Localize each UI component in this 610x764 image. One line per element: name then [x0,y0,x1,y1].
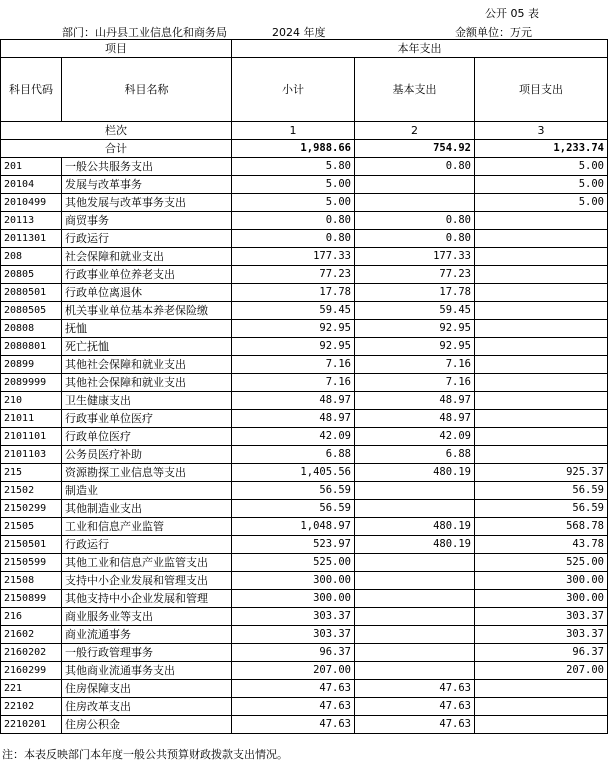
row-subtotal: 77.23 [232,266,355,284]
row-basic: 480.19 [355,464,475,482]
header-name: 科目名称 [62,58,232,122]
row-project: 303.37 [475,626,608,644]
row-subtotal: 56.59 [232,482,355,500]
row-code: 20808 [1,320,62,338]
row-basic: 77.23 [355,266,475,284]
table-row [1,356,608,374]
header-row-1 [1,40,608,58]
row-subtotal: 7.16 [232,356,355,374]
row-subtotal: 177.33 [232,248,355,266]
row-project [475,230,608,248]
row-code: 21505 [1,518,62,536]
row-project [475,212,608,230]
column-index-1: 1 [232,122,355,140]
row-basic [355,626,475,644]
row-code: 2150899 [1,590,62,608]
total-row [1,140,608,158]
row-project [475,392,608,410]
total-project: 1,233.74 [475,140,608,158]
header-basic: 基本支出 [355,58,475,122]
table-row [1,446,608,464]
table-row [1,518,608,536]
row-basic: 480.19 [355,518,475,536]
row-basic: 48.97 [355,392,475,410]
row-subtotal: 56.59 [232,500,355,518]
table-row [1,230,608,248]
table-row [1,428,608,446]
row-name: 发展与改革事务 [62,176,232,194]
row-basic: 7.16 [355,356,475,374]
row-code: 2080505 [1,302,62,320]
row-basic: 480.19 [355,536,475,554]
row-name: 机关事业单位基本养老保险缴 [62,302,232,320]
table-row [1,176,608,194]
row-subtotal: 42.09 [232,428,355,446]
row-name: 住房改革支出 [62,698,232,716]
table-row [1,158,608,176]
row-project: 96.37 [475,644,608,662]
form-number: 公开 05 表 [485,7,539,20]
row-code: 2150501 [1,536,62,554]
row-basic: 42.09 [355,428,475,446]
row-name: 商贸事务 [62,212,232,230]
row-subtotal: 92.95 [232,338,355,356]
row-project: 5.00 [475,194,608,212]
row-name: 行政事业单位养老支出 [62,266,232,284]
row-project: 207.00 [475,662,608,680]
row-subtotal: 47.63 [232,680,355,698]
row-name: 行政事业单位医疗 [62,410,232,428]
row-name: 住房公积金 [62,716,232,734]
row-subtotal: 525.00 [232,554,355,572]
row-subtotal: 1,405.56 [232,464,355,482]
row-subtotal: 303.37 [232,626,355,644]
row-project [475,320,608,338]
row-code: 2210201 [1,716,62,734]
row-basic [355,662,475,680]
total-label: 合计 [1,140,232,158]
row-name: 其他发展与改革事务支出 [62,194,232,212]
row-name: 支持中小企业发展和管理支出 [62,572,232,590]
row-name: 商业流通事务 [62,626,232,644]
column-index-row [1,122,608,140]
row-project [475,698,608,716]
row-code: 2150599 [1,554,62,572]
row-code: 20113 [1,212,62,230]
table-row [1,266,608,284]
row-subtotal: 59.45 [232,302,355,320]
row-subtotal: 0.80 [232,230,355,248]
row-basic [355,500,475,518]
row-code: 208 [1,248,62,266]
row-subtotal: 96.37 [232,644,355,662]
row-basic: 7.16 [355,374,475,392]
row-name: 行政单位医疗 [62,428,232,446]
row-subtotal: 300.00 [232,590,355,608]
row-project: 568.78 [475,518,608,536]
row-code: 21502 [1,482,62,500]
row-name: 制造业 [62,482,232,500]
table-row [1,464,608,482]
row-code: 21508 [1,572,62,590]
row-name: 商业服务业等支出 [62,608,232,626]
row-project [475,428,608,446]
row-code: 2080801 [1,338,62,356]
row-name: 行政单位离退休 [62,284,232,302]
row-name: 一般行政管理事务 [62,644,232,662]
table-body [1,40,608,734]
table-row [1,410,608,428]
row-code: 22102 [1,698,62,716]
row-subtotal: 92.95 [232,320,355,338]
row-basic: 92.95 [355,320,475,338]
header-item: 项目 [1,40,232,58]
row-code: 2089999 [1,374,62,392]
column-index-label: 栏次 [1,122,232,140]
table-row [1,536,608,554]
expenditure-table [0,39,608,734]
row-code: 2010499 [1,194,62,212]
row-basic: 48.97 [355,410,475,428]
row-subtotal: 48.97 [232,392,355,410]
row-project [475,266,608,284]
row-basic: 0.80 [355,212,475,230]
row-project [475,716,608,734]
row-project [475,374,608,392]
total-subtotal: 1,988.66 [232,140,355,158]
row-name: 其他社会保障和就业支出 [62,374,232,392]
table-row [1,572,608,590]
table-row [1,716,608,734]
total-basic: 754.92 [355,140,475,158]
row-basic: 6.88 [355,446,475,464]
row-basic: 0.80 [355,158,475,176]
row-name: 其他商业流通事务支出 [62,662,232,680]
row-code: 2160299 [1,662,62,680]
row-subtotal: 6.88 [232,446,355,464]
row-subtotal: 523.97 [232,536,355,554]
row-project [475,284,608,302]
row-project [475,680,608,698]
row-name: 其他制造业支出 [62,500,232,518]
row-project: 56.59 [475,500,608,518]
row-basic: 92.95 [355,338,475,356]
row-code: 2080501 [1,284,62,302]
row-project: 525.00 [475,554,608,572]
column-index-3: 3 [475,122,608,140]
row-code: 221 [1,680,62,698]
header-row-2 [1,58,608,122]
header-project: 项目支出 [475,58,608,122]
row-code: 210 [1,392,62,410]
row-name: 一般公共服务支出 [62,158,232,176]
row-code: 2160202 [1,644,62,662]
row-subtotal: 48.97 [232,410,355,428]
row-subtotal: 7.16 [232,374,355,392]
row-basic [355,572,475,590]
table-row [1,338,608,356]
row-name: 公务员医疗补助 [62,446,232,464]
row-project [475,446,608,464]
header-subtotal: 小计 [232,58,355,122]
row-subtotal: 5.80 [232,158,355,176]
row-basic [355,482,475,500]
table-row [1,302,608,320]
row-basic: 0.80 [355,230,475,248]
row-name: 行政运行 [62,536,232,554]
row-basic [355,608,475,626]
row-name: 工业和信息产业监管 [62,518,232,536]
table-row [1,698,608,716]
header-expenditure: 本年支出 [232,40,608,58]
row-name: 资源勘探工业信息等支出 [62,464,232,482]
table-row [1,194,608,212]
row-code: 20104 [1,176,62,194]
row-name: 社会保障和就业支出 [62,248,232,266]
table-row [1,644,608,662]
row-subtotal: 300.00 [232,572,355,590]
row-subtotal: 17.78 [232,284,355,302]
row-subtotal: 0.80 [232,212,355,230]
row-name: 住房保障支出 [62,680,232,698]
row-basic [355,590,475,608]
row-subtotal: 1,048.97 [232,518,355,536]
table-row [1,212,608,230]
table-row [1,248,608,266]
table-row [1,500,608,518]
row-code: 2101103 [1,446,62,464]
row-name: 行政运行 [62,230,232,248]
department-label: 部门：山丹县工业信息化和商务局 [62,26,227,39]
row-name: 其他社会保障和就业支出 [62,356,232,374]
row-code: 21602 [1,626,62,644]
amount-unit: 金额单位：万元 [455,26,532,39]
table-row [1,284,608,302]
table-row [1,590,608,608]
row-basic: 59.45 [355,302,475,320]
row-subtotal: 5.00 [232,194,355,212]
row-name: 其他工业和信息产业监管支出 [62,554,232,572]
row-code: 2101101 [1,428,62,446]
table-row [1,392,608,410]
row-name: 卫生健康支出 [62,392,232,410]
row-subtotal: 207.00 [232,662,355,680]
row-basic [355,176,475,194]
row-project: 5.00 [475,158,608,176]
table-row [1,374,608,392]
row-basic: 17.78 [355,284,475,302]
table-row [1,626,608,644]
row-project: 303.37 [475,608,608,626]
row-code: 2150299 [1,500,62,518]
row-code: 201 [1,158,62,176]
row-project: 56.59 [475,482,608,500]
table-row [1,554,608,572]
row-basic [355,644,475,662]
row-project [475,302,608,320]
row-project: 925.37 [475,464,608,482]
row-code: 21011 [1,410,62,428]
row-basic: 47.63 [355,698,475,716]
table-row [1,662,608,680]
row-project: 300.00 [475,572,608,590]
row-project: 43.78 [475,536,608,554]
row-code: 216 [1,608,62,626]
row-subtotal: 47.63 [232,716,355,734]
row-project [475,356,608,374]
row-code: 215 [1,464,62,482]
row-project: 300.00 [475,590,608,608]
fiscal-year: 2024 年度 [272,26,326,39]
row-project [475,410,608,428]
header-code: 科目代码 [1,58,62,122]
row-project [475,248,608,266]
table-row [1,320,608,338]
row-project [475,338,608,356]
column-index-2: 2 [355,122,475,140]
row-name: 抚恤 [62,320,232,338]
row-subtotal: 5.00 [232,176,355,194]
row-name: 其他支持中小企业发展和管理 [62,590,232,608]
row-name: 死亡抚恤 [62,338,232,356]
row-project: 5.00 [475,176,608,194]
table-row [1,680,608,698]
row-code: 2011301 [1,230,62,248]
table-row [1,608,608,626]
footnote: 注：本表反映部门本年度一般公共预算财政拨款支出情况。 [2,748,288,761]
row-code: 20899 [1,356,62,374]
row-basic [355,194,475,212]
row-subtotal: 47.63 [232,698,355,716]
row-basic: 177.33 [355,248,475,266]
row-subtotal: 303.37 [232,608,355,626]
row-basic: 47.63 [355,716,475,734]
row-basic: 47.63 [355,680,475,698]
table-row [1,482,608,500]
row-basic [355,554,475,572]
row-code: 20805 [1,266,62,284]
